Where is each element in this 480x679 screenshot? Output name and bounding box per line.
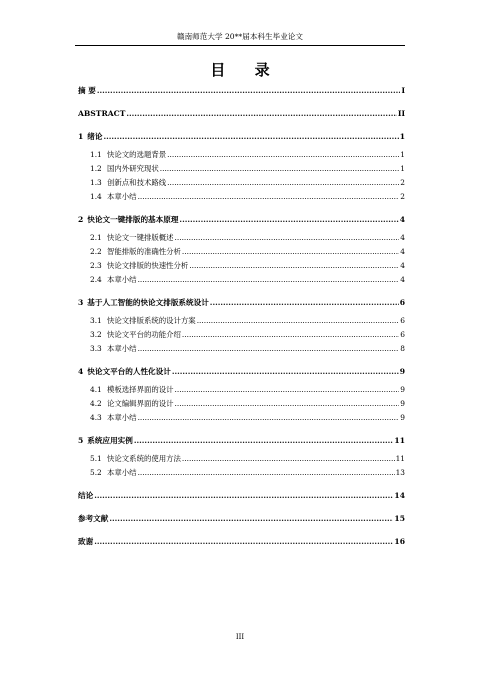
toc-leader-dots [97,84,401,98]
table-of-contents [78,84,405,549]
toc-section-entry[interactable] [78,314,405,328]
toc-chapter-entry[interactable] [78,512,405,526]
toc-entry-page: 11 [395,454,405,463]
toc-entry-title: 论文编辑界面的设计 [107,399,174,408]
toc-section-entry[interactable] [78,328,405,342]
toc-entry-page: 4 [400,261,405,270]
toc-entry-title: 快论文排版的快速性分析 [107,261,189,270]
toc-leader-dots [175,397,400,411]
toc-entry-page: I [401,86,405,95]
toc-entry-page: 2 [400,192,405,201]
toc-entry-title: ABSTRACT [78,109,126,118]
toc-entry-number: 5.1 [90,454,102,463]
toc-chapter-entry[interactable] [78,107,405,121]
toc-entry-page: 11 [394,436,405,445]
toc-entry-page: 4 [400,275,405,284]
toc-entry-number: 1.3 [90,178,102,187]
toc-entry-title: 摘 要 [78,86,96,95]
toc-entry-title: 快论文排版系统的设计方案 [107,316,196,325]
toc-leader-dots [94,489,393,503]
toc-entry-page: 9 [399,367,405,376]
toc-leader-dots [189,259,399,273]
toc-leader-dots [172,365,399,379]
toc-entry-title: 本章小结 [107,413,137,422]
toc-leader-dots [167,176,399,190]
toc-section-entry[interactable] [78,245,405,259]
toc-entry-title: 国内外研究现状 [107,164,159,173]
toc-entry-title: 快论文平台的功能介绍 [107,330,181,339]
toc-entry-page: 4 [400,247,405,256]
toc-entry-title: 快论文平台的人性化设计 [87,367,171,376]
toc-section-entry[interactable] [78,466,405,480]
toc-entry-number: 5 [78,436,84,445]
toc-entry-page: 1 [400,150,405,159]
toc-chapter-entry[interactable] [78,84,405,98]
toc-section-entry[interactable] [78,176,405,190]
toc-entry-title: 系统应用实例 [87,436,133,445]
toc-section-entry[interactable] [78,273,405,287]
toc-leader-dots [167,148,399,162]
toc-chapter-entry[interactable] [78,434,405,448]
toc-entry-number: 2.1 [90,233,102,242]
toc-entry-number: 4 [78,367,84,376]
toc-entry-title: 模板选择界面的设计 [107,385,174,394]
toc-section-entry[interactable] [78,397,405,411]
toc-chapter-entry[interactable] [78,296,405,310]
toc-leader-dots [103,130,398,144]
toc-entry-title: 本章小结 [107,344,137,353]
toc-entry-number: 3.2 [90,330,102,339]
toc-leader-dots [138,273,400,287]
toc-entry-page: 4 [399,215,405,224]
toc-entry-page: 14 [394,491,405,500]
toc-leader-dots [160,162,400,176]
toc-chapter-entry[interactable] [78,535,405,549]
toc-entry-number: 2.2 [90,247,102,256]
toc-entry-title: 参考文献 [78,514,109,523]
toc-leader-dots [175,383,400,397]
toc-entry-page: 15 [394,514,405,523]
toc-entry-number: 3.3 [90,344,102,353]
toc-leader-dots [179,213,398,227]
toc-entry-title: 结论 [78,491,94,500]
toc-entry-title: 智能排版的准确性分析 [107,247,181,256]
toc-section-entry[interactable] [78,411,405,425]
toc-entry-number: 4.2 [90,399,102,408]
toc-leader-dots [175,231,400,245]
toc-entry-title: 快论文的选题背景 [107,150,167,159]
toc-entry-page: 4 [400,233,405,242]
toc-chapter-entry[interactable] [78,130,405,144]
toc-leader-dots [138,411,400,425]
running-header: 赣南师范大学 20**届本科生毕业论文 [177,32,303,41]
page-number: III [235,633,245,641]
toc-leader-dots [109,512,393,526]
toc-entry-page: 2 [400,178,405,187]
toc-entry-number: 2 [78,215,84,224]
toc-entry-page: 6 [399,298,405,307]
toc-entry-number: 1.1 [90,150,102,159]
toc-entry-title: 快论文一键排版概述 [107,233,174,242]
toc-entry-title: 基于人工智能的快论文排版系统设计 [87,298,209,307]
toc-section-entry[interactable] [78,452,405,466]
toc-entry-number: 2.4 [90,275,102,284]
toc-chapter-entry[interactable] [78,365,405,379]
toc-section-entry[interactable] [78,190,405,204]
toc-entry-number: 5.2 [90,468,102,477]
toc-section-entry[interactable] [78,259,405,273]
toc-section-entry[interactable] [78,231,405,245]
toc-entry-title: 致谢 [78,537,94,546]
toc-entry-title: 本章小结 [107,275,137,284]
toc-chapter-entry[interactable] [78,213,405,227]
toc-entry-number: 3 [78,298,84,307]
toc-leader-dots [182,452,395,466]
toc-leader-dots [126,107,397,121]
toc-entry-page: 9 [400,399,405,408]
toc-entry-number: 2.3 [90,261,102,270]
toc-entry-title: 快论文系统的使用方法 [107,454,181,463]
toc-leader-dots [197,314,400,328]
toc-entry-number: 4.3 [90,413,102,422]
toc-section-entry[interactable] [78,383,405,397]
toc-leader-dots [94,535,393,549]
toc-entry-number: 4.1 [90,385,102,394]
toc-entry-title: 创新点和技术路线 [107,178,167,187]
toc-entry-title: 快论文一键排版的基本原理 [87,215,179,224]
toc-leader-dots [138,466,395,480]
toc-entry-page: II [397,109,405,118]
toc-entry-title: 本章小结 [107,468,137,477]
toc-entry-page: 9 [400,413,405,422]
toc-leader-dots [182,328,399,342]
toc-leader-dots [182,245,399,259]
toc-entry-page: 16 [394,537,405,546]
toc-section-entry[interactable] [78,148,405,162]
toc-chapter-entry[interactable] [78,489,405,503]
toc-entry-number: 1.4 [90,192,102,201]
toc-entry-page: 9 [400,385,405,394]
toc-entry-title: 本章小结 [107,192,137,201]
toc-leader-dots [138,190,400,204]
toc-entry-number: 1 [78,132,84,141]
toc-entry-page: 1 [399,132,405,141]
toc-leader-dots [138,342,400,356]
toc-entry-number: 1.2 [90,164,102,173]
toc-entry-page: 1 [400,164,405,173]
toc-section-entry[interactable] [78,162,405,176]
toc-section-entry[interactable] [78,342,405,356]
toc-entry-page: 13 [395,468,405,477]
toc-entry-page: 8 [400,344,405,353]
page-title: 目 录 [210,61,282,79]
toc-entry-title: 绪论 [87,132,103,141]
toc-entry-number: 3.1 [90,316,102,325]
toc-entry-page: 6 [400,330,405,339]
toc-leader-dots [134,434,394,448]
toc-leader-dots [210,296,399,310]
header-divider [75,45,405,46]
toc-entry-page: 6 [400,316,405,325]
